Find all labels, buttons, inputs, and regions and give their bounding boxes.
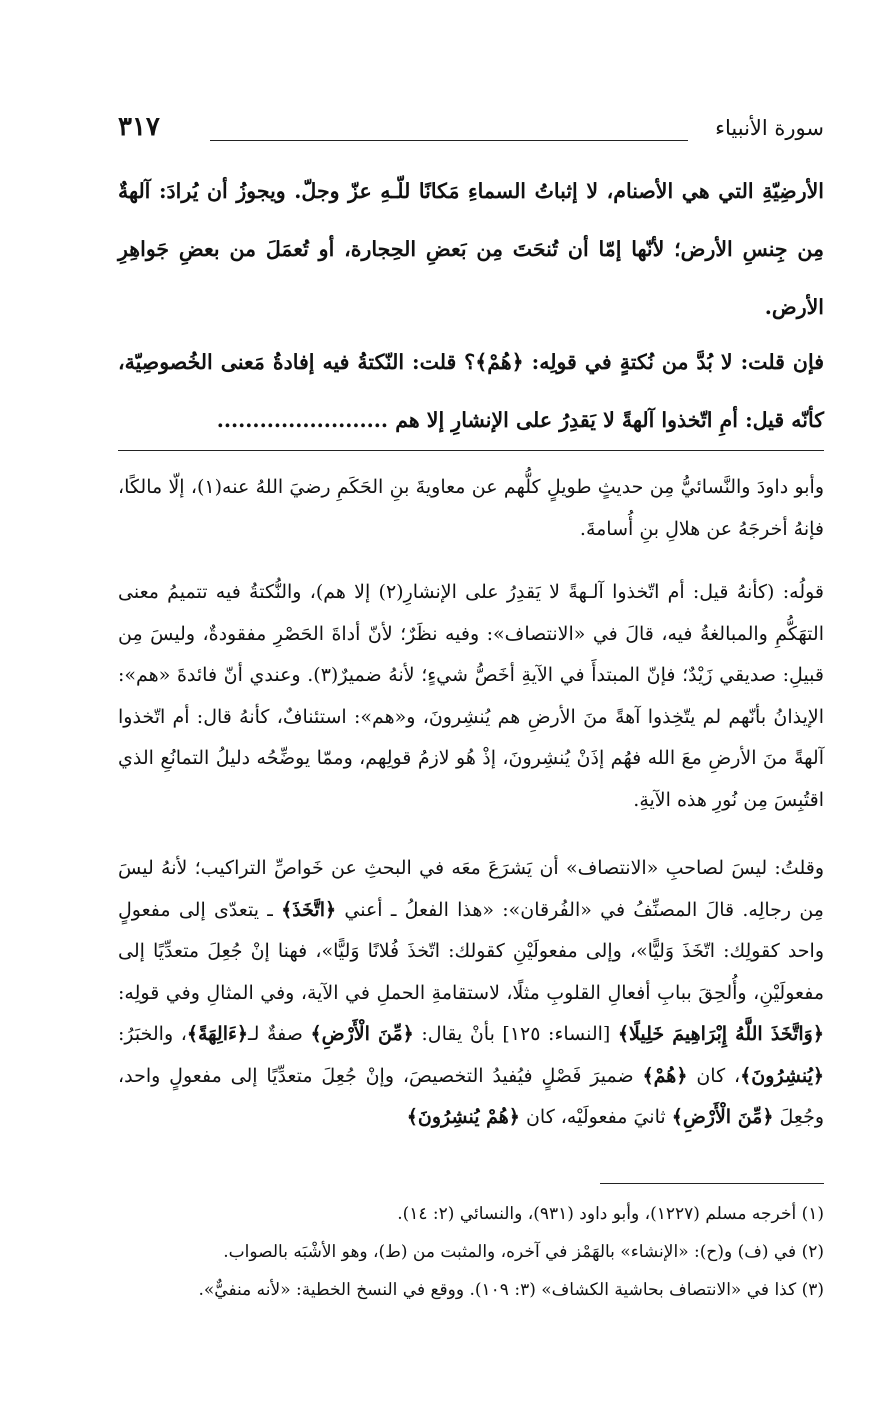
text-divider: [118, 450, 824, 451]
footnotes: [118, 1195, 824, 1309]
commentary-text: وقلتُ: ليسَ لصاحبِ «الانتصاف» أن يَشرَعَ معَه في البحثِ عن خَواصِّ التراكيب؛ لأنهُ ليسَ مِن رجالِه. قالَ المصنِّفُ في «الفُرقان»: «هذا الفعلُ ـ أعني: [118, 857, 824, 921]
commentary-text: ، كان: [687, 1064, 741, 1087]
continuation-dots: ........................: [216, 408, 389, 432]
commentary-text: ، والخبَرُ:: [118, 1023, 187, 1045]
main-text-question: فإن قلت: لا بُدَّ من نُكتةٍ في قولِه: ﴿هُمْ﴾؟ قلت: النّكتةُ فيه إفادةُ مَعنى الخُصوصِيّة، كأنّه قيل: أمِ اتّخذوا آلهةً لا يَقدِرُ على الإنشارِ إلا هم: [118, 350, 824, 432]
footnote-2: (٢) في (ف) و(ح): «الإنشاء» بالهَمْز في آخره، والمثبت من (ط)، وهو الأشْبَه بالصواب.: [223, 1242, 824, 1262]
surah-title: سورة الأنبياء: [715, 116, 824, 140]
footnote-3: (٣) كذا في «الانتصاف بحاشية الكشاف» (٣: ١٠٩). ووقع في النسخ الخطية: «لأنه منفيٌّ».: [198, 1280, 824, 1300]
commentary-text: صفةٌ لـ: [248, 1023, 311, 1045]
footnote-rule: [600, 1183, 824, 1184]
quran-quote: ﴿ءَالِهَةً﴾: [186, 1023, 249, 1045]
quran-quote: ﴿هُمْ يُنشِرُونَ﴾: [406, 1106, 520, 1128]
commentary-paragraph-1: وأبو داودَ والنَّسائيُّ مِن حديثٍ طويلٍ كلُّهم عن معاويةَ بنِ الحَكَمِ رضيَ اللهُ عنه(١)، إلّا مالكًا، فإنهُ أخرجَهُ عن هلالِ بنِ أُسامةَ.: [118, 476, 824, 540]
quran-quote: ﴿يُنشِرُونَ﴾: [740, 1064, 824, 1087]
quran-quote: ﴿اتَّخَذَ﴾: [281, 898, 337, 921]
quran-quote: ﴿هُمْ﴾: [642, 1064, 688, 1087]
commentary-text: [النساء: ١٢٥] بأنْ يقال:: [413, 1023, 618, 1045]
page-header: [118, 112, 824, 156]
commentary-text: ضميرَ فَصْلٍ فيُفيدُ التخصيصَ، وإنْ جُعِلَ متعدِّيًا إلى مفعولٍ واحد، وجُعِلَ: [118, 1064, 824, 1128]
commentary-paragraph-2: قولُه: (كأنهُ قيل: أم اتّخذوا آلـهةً لا يَقدِرُ على الإنشارِ(٢) إلا هم)، والنُّكتةُ فيه تتميمُ معنى التهَكُّمِ والمبالغةُ فيه، قالَ في «الانتصاف»: وفيه نظَرٌ؛ لأنّ أداةَ الحَصْرِ مفقودةٌ، وليسَ مِن قبيلِ: صديقي زَيْدٌ؛ فإنّ المبتدأَ في الآيةِ أخَصُّ شيءٍ؛ لأنهُ ضميرٌ(٣). وعندي أنّ فائدةَ «هم»: الإيذانُ بأنّهم لم يتّخِذوا آهةً منَ الأرضِ هم يُنشِرونَ، و«هم»: استئنافٌ، كأنهُ قال: أم اتّخذوا آلهةً منَ الأرضِ معَ الله فهُم إذَنْ يُنشِرونَ، إذْ هُو لازمُ قولِهم، وممّا يوضِّحُه دليلُ التمانُعِ الذي اقتُبِسَ مِن نُورِ هذه الآيةِ.: [118, 581, 825, 811]
commentary-text: ـ يتعدّى إلى مفعولٍ واحد كقولِك: اتّخَذَ وَليًّا»، وإلى مفعولَيْنِ كقولك: اتّخذَ فُلانًا وَليًّا»، فهنا إنْ جُعِلَ متعدِّيًا إلى مفعولَيْنِ، وأُلحِقَ ببابِ أفعالِ القلوبِ مثلًا، لاستقامةِ الحملِ في الآية، وفي المثالِ وفي قولِه:: [118, 898, 824, 1004]
commentary-paragraph-3: [118, 848, 824, 1139]
quran-quote: ﴿مِّنَ الْأَرْضِ﴾: [671, 1106, 774, 1128]
footnote-1: (١) أخرجه مسلم (١٢٢٧)، وأبو داود (٩٣١)، والنسائي (٢: ١٤).: [397, 1204, 824, 1224]
main-text-paragraph-1: الأرضِيّةِ التي هي الأصنام، لا إثباتُ السماءِ مَكانًا للّـهِ عزّ وجلّ. ويجوزُ أن يُرادَ: آلهةٌ مِن جِنسِ الأرض؛ لأنّها إمّا أن تُنحَتَ مِن بَعضِ الحِجارة، أو تُعمَلَ من بعضِ جَواهِرِ الأرض.: [118, 179, 824, 319]
quran-quote: ﴿مِّنَ الْأَرْضِ﴾: [310, 1023, 414, 1045]
header-rule: [210, 140, 688, 141]
page-number: ٣١٧: [118, 112, 160, 142]
quran-quote: ﴿وَاتَّخَذَ اللَّهُ إِبْرَاهِيمَ خَلِيلًا﴾: [617, 1023, 824, 1045]
main-text-paragraph-2: [118, 333, 824, 449]
commentary-text: ثانيَ مفعولَيْه، كان: [519, 1106, 672, 1128]
